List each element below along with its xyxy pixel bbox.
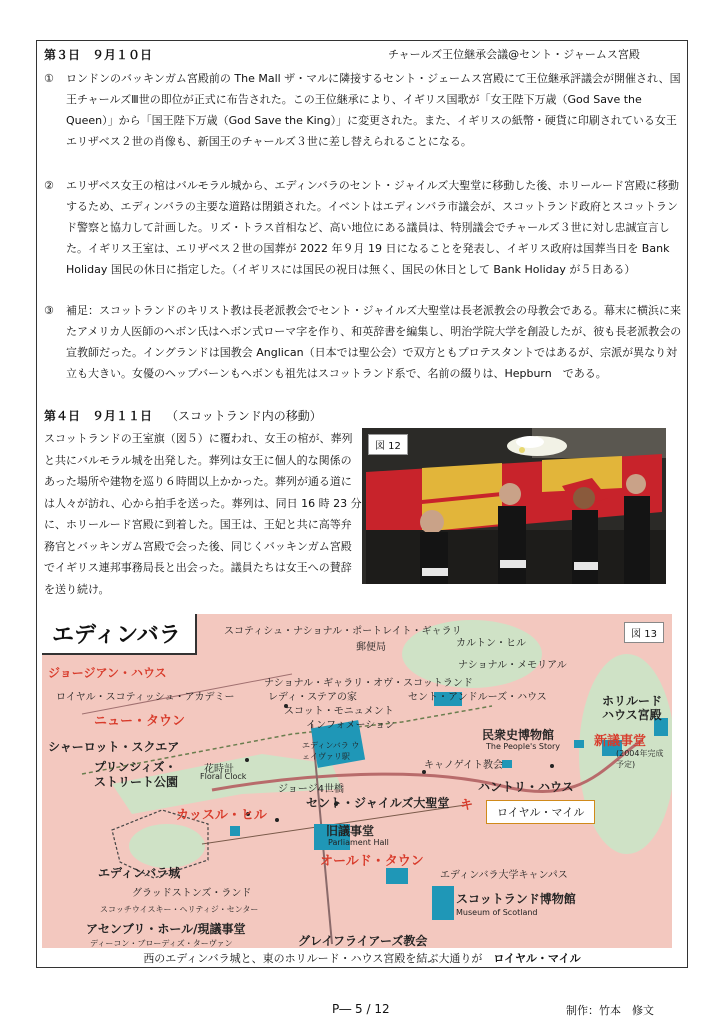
day4-subtitle: （スコットランド内の移動）: [166, 409, 322, 423]
map-label: セント・ジャイルズ大聖堂: [306, 796, 450, 810]
caption-highlight: ロイヤル・マイル: [493, 952, 581, 965]
map-label: 花時計: [204, 764, 234, 775]
coffin-photo: [362, 428, 666, 584]
map-label: ナショナル・ギャラリ・オヴ・スコットランド: [264, 678, 473, 689]
item-text: エリザベス女王の棺はバルモラル城から、エディンバラのセント・ジャイルズ大聖堂に移動した後、ホリールード宮殿に移動するため、エディンバラの主要な道路は閉鎖された。イベントはエディンバラ市議会が、スコットランド政府とスコットランド警察と協力して計画した。リズ・トラス首相など、高い地位にある議員は、特別議会でチャールズ３世に対し忠誠宣言した。イギリス王室は、エリザベス２世の国葬が 2022 年９月 19 日になることを発表し、イギリス政府は国葬当日を Bank Holiday 国民の休日に指定した。（イギリスには国民の祝日は無く、国民の休日として Bank Holiday が５日ある）: [66, 179, 680, 276]
map-label: オールド・タウン: [320, 854, 424, 869]
map-label: ディーコン・ブローディズ・ターヴァン: [90, 939, 233, 948]
map-label: アセンブリ・ホール/現議事堂: [86, 922, 246, 936]
map-label: ロイヤル・スコティッシュ・アカデミー: [56, 692, 235, 703]
map-label: ナショナル・メモリアル: [458, 660, 567, 671]
map-label: Parliament Hall: [328, 838, 389, 847]
map-label: ハントリ・ハウス: [478, 780, 574, 794]
royal-mile-callout: ロイヤル・マイル: [486, 800, 595, 824]
map-label: 郵便局: [356, 642, 386, 653]
map-label: Floral Clock: [200, 772, 247, 781]
map-label: セント・アンドルーズ・ハウス: [408, 692, 547, 703]
day4-heading: [44, 407, 322, 424]
figure-13-label: 図 13: [624, 622, 664, 643]
map-label: Museum of Scotland: [456, 908, 538, 917]
map-caption: [0, 950, 724, 966]
map-label: カルトン・ヒル: [456, 638, 526, 649]
map-label: キャノゲイト教会: [424, 760, 503, 771]
day3-title: 第３日 ９月１０日: [44, 48, 153, 62]
author-credit: 制作：竹本 修文: [566, 1004, 654, 1017]
map-label: The People's Story: [486, 742, 561, 751]
day4-text: スコットランドの王室旗（図５）に覆われ、女王の棺が、葬列と共にバルモラル城を出発した。葬列は女王に個人的な関係のあった場所や建物を巡り６時間以上かかった。葬列が通る道には人々が訪れ、心から拍手を送った。葬列は、同日 16 時 23 分に、ホリールード宮殿に到着した。国王は、王妃と共に高等弁務官とバッキンガム宮殿で会った後、同じくバッキンガム宮殿でイギリス連邦事務局長と出会った。議員たちは女王への賛辞を送り続け。: [44, 432, 362, 596]
map-label: ジョージアン・ハウス: [48, 666, 167, 680]
map-label: スコットランド博物館: [456, 892, 576, 906]
map-label: スコット・モニュメント: [284, 706, 394, 717]
map-label: シャーロット・スクエア: [48, 740, 180, 754]
day3-item-3: [44, 300, 684, 384]
map-label: グレイフライアーズ教会: [298, 934, 428, 948]
item-text: ロンドンのバッキンガム宮殿前の The Mall ザ・マルに隣接するセント・ジェームス宮殿にて王位継承評議会が開催され、国王チャールズⅢ世の即位が正式に布告された。この王位継承により、イギリス国歌が「女王陛下万歳（God Save the Queen）」から「国王陛下万歳（God Save the King）」に変更された。また、イギリスの紙幣・硬貨に印刷されている女王エリザベス２世の肖像も、新国王のチャールズ３世に差し替えられることになる。: [66, 72, 681, 148]
map-label: 新議事堂: [594, 734, 647, 749]
map-label: ジョージ4世橋: [278, 784, 344, 795]
item-number: ③: [44, 304, 54, 317]
map-label: エディンバラ城: [98, 866, 181, 880]
map-label: グラッドストンズ・ランド: [132, 888, 252, 899]
map-label: インフォメーション: [306, 720, 396, 731]
map-label: 旧議事堂: [326, 824, 375, 838]
map-label: レディ・ステアの家: [268, 692, 357, 703]
figure-12-label: 図 12: [368, 434, 408, 455]
map-label: スコティシュ・ナショナル・ポートレイト・ギャラリ: [224, 626, 462, 637]
map-label: ニュー・タウン: [94, 714, 186, 729]
item-number: ①: [44, 72, 54, 85]
day3-item-1: [44, 68, 684, 152]
map-label: (2004年完成予定): [616, 749, 664, 769]
item-text: 補足：スコットランドのキリスト教は長老派教会でセント・ジャイルズ大聖堂は長老派教会の母教会である。幕末に横浜に来たアメリカ人医師のヘボン氏はヘボン式ローマ字を作り、和英辞書を編集し、明治学院大学を創設したが、彼も長老派教会の宣教師だった。イングランドは国教会 Anglican（日本では聖公会）で双方ともプロテスタントではあるが、宗派が異なり対立も大きい。女優のヘップバーンもヘボンも祖先はスコットランド系で、名前の綴りは、Hepburn である。: [66, 304, 682, 380]
map-label: エディンバラ ウェイヴァリ駅: [302, 741, 360, 761]
day3-item-2: [44, 175, 684, 280]
edinburgh-map: [42, 614, 672, 948]
map-label: 民衆史博物館: [482, 728, 555, 742]
map-label: カッスル・ヒル: [176, 808, 267, 823]
map-title: エディンバラ: [42, 614, 197, 655]
map-label: ホリルード ハウス宮殿: [602, 694, 663, 722]
page-number: P― 5 / 12: [332, 1002, 390, 1016]
map-label: スコッチウイスキー・ヘリティジ・センター: [100, 905, 259, 914]
map-label: プリンシィズ・ストリート公園: [94, 760, 179, 789]
map-label: キ: [460, 798, 474, 813]
map-label: エディンバラ大学キャンパス: [440, 870, 568, 881]
day4-title: 第４日 ９月１１日: [44, 409, 153, 423]
item-number: ②: [44, 179, 54, 192]
day3-venue: チャールズ王位継承会議@セント・ジャームス宮殿: [388, 48, 640, 61]
caption-text: 西のエディンバラ城と、東のホリルード・ハウス宮殿を結ぶ大通りが: [143, 952, 483, 965]
